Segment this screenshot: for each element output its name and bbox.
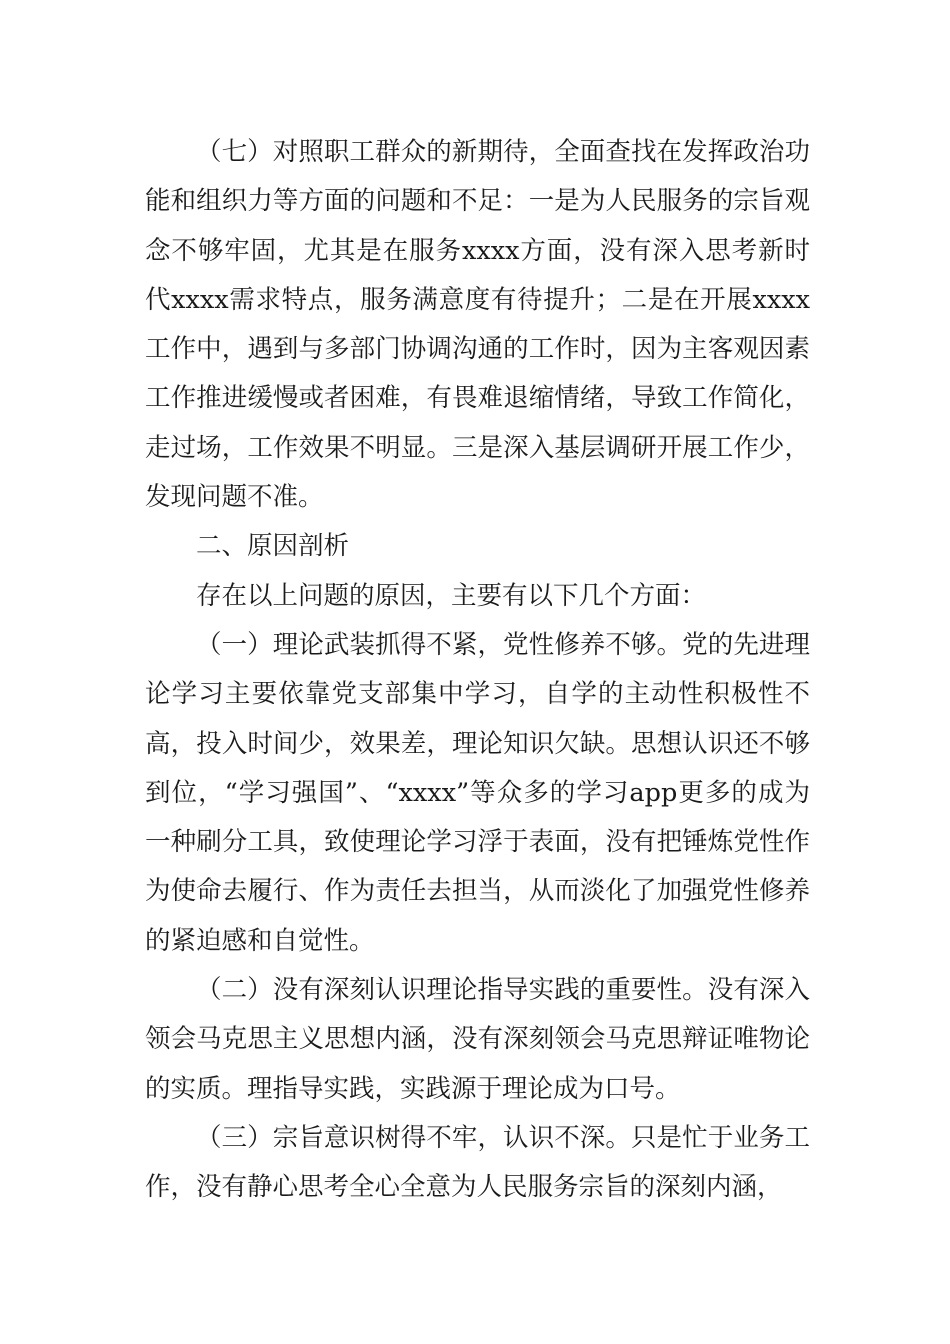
paragraph-cause-two: （二）没有深刻认识理论指导实践的重要性。没有深入领会马克思主义思想内涵，没有深刻领会马克思辩证唯物论的实质。理指导实践，实践源于理论成为口号。 (145, 975, 810, 1104)
document-body (145, 128, 810, 1213)
paragraph-cause-one: （一）理论武装抓得不紧，党性修养不够。党的先进理论学习主要依靠党支部集中学习，自学的主动性积极性不高，投入时间少，效果差，理论知识欠缺。思想认识还不够到位，“学习强国”、“xxxx”等众多的学习app更多的成为一种刷分工具，致使理论学习浮于表面，没有把锤炼党性作为使命去履行、作为责任去担当，从而淡化了加强党性修养的紧迫感和自觉性。 (145, 629, 810, 956)
paragraph-cause-intro: 存在以上问题的原因，主要有以下几个方面： (196, 580, 707, 611)
section-heading-cause-analysis: 二、原因剖析 (196, 531, 350, 562)
paragraph-cause-three: （三）宗旨意识树得不牢，认识不深。只是忙于业务工作，没有静心思考全心全意为人民服务宗旨的深刻内涵， (145, 1122, 810, 1203)
paragraph-problem-seven: （七）对照职工群众的新期待，全面查找在发挥政治功能和组织力等方面的问题和不足：一是为人民服务的宗旨观念不够牢固，尤其是在服务xxxx方面，没有深入思考新时代xxxx需求特点，服务满意度有待提升；二是在开展xxxx工作中，遇到与多部门协调沟通的工作时，因为主客观因素工作推进缓慢或者困难，有畏难退缩情绪，导致工作简化，走过场，工作效果不明显。三是深入基层调研开展工作少，发现问题不准。 (145, 137, 810, 513)
